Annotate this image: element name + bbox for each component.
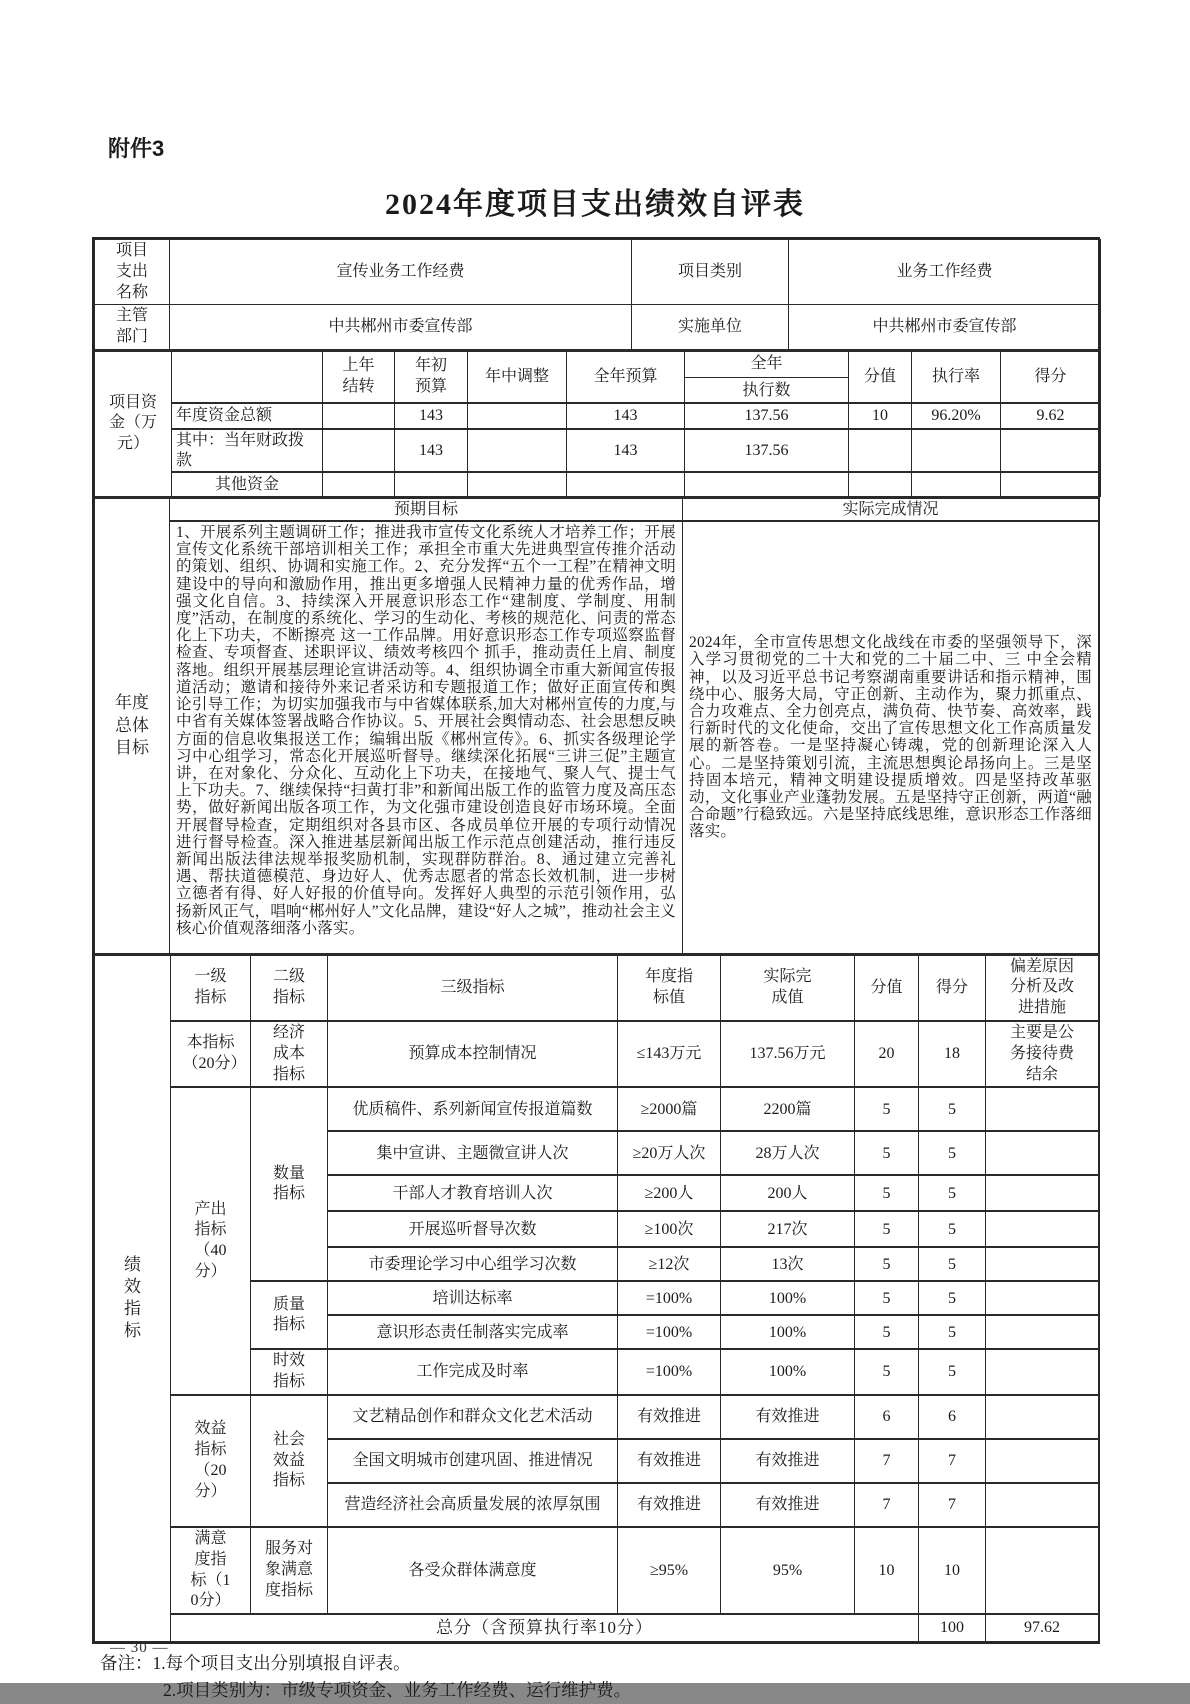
indicator-row <box>95 1087 1099 1131</box>
indicator-target: 有效推进 <box>618 1439 721 1483</box>
funds-cell <box>323 429 395 472</box>
header-actual <box>721 955 855 1021</box>
total-value: 100 <box>919 1614 986 1641</box>
indicator-deviation <box>986 1131 1099 1175</box>
col-adjust: 年中调整 <box>468 351 567 403</box>
funds-cell <box>912 429 1001 472</box>
indicator-actual: 28万人次 <box>721 1131 855 1175</box>
funds-cell <box>1001 472 1101 496</box>
col-carryover <box>323 351 395 403</box>
indicator-actual: 100% <box>721 1315 855 1349</box>
indicator-score: 6 <box>919 1395 986 1439</box>
funds-cell <box>468 403 567 429</box>
indicator-l3: 工作完成及时率 <box>328 1349 618 1395</box>
header-actual-text: 实际完成值 <box>763 967 812 1006</box>
indicator-actual: 100% <box>721 1281 855 1315</box>
indicator-deviation <box>986 1247 1099 1281</box>
indicator-deviation <box>986 1527 1099 1614</box>
col-score: 得分 <box>1001 351 1101 403</box>
col-value: 分值 <box>849 351 912 403</box>
l2-quantity <box>251 1087 328 1281</box>
total-score: 97.62 <box>986 1614 1099 1641</box>
indicator-target: ≥95% <box>618 1527 721 1614</box>
indicator-target: ≤143万元 <box>618 1021 721 1087</box>
indicator-l3: 意识形态责任制落实完成率 <box>328 1315 618 1349</box>
col-initial-text: 年初预算 <box>414 357 447 395</box>
indicator-score: 5 <box>919 1087 986 1131</box>
note-line-2 <box>100 1677 1190 1704</box>
indicator-l3: 培训达标率 <box>328 1281 618 1315</box>
total-label: 总分（含预算执行率10分） <box>171 1614 919 1641</box>
indicator-value: 6 <box>855 1395 919 1439</box>
l1-benefit <box>171 1395 251 1527</box>
funds-cell <box>468 472 567 496</box>
indicator-actual: 217次 <box>721 1211 855 1247</box>
header-target-text: 年度指标值 <box>644 967 693 1006</box>
indicator-value: 5 <box>855 1175 919 1211</box>
indicator-value: 5 <box>855 1247 919 1281</box>
funds-row-fiscal <box>95 429 1101 472</box>
category-label: 项目类别 <box>632 240 789 305</box>
indicator-score: 18 <box>919 1021 986 1087</box>
category-value: 业务工作经费 <box>789 240 1101 305</box>
indicator-deviation <box>986 1315 1099 1349</box>
indicator-score: 5 <box>919 1247 986 1281</box>
indicator-actual: 13次 <box>721 1247 855 1281</box>
indicator-value: 7 <box>855 1439 919 1483</box>
indicator-target: 有效推进 <box>618 1395 721 1439</box>
project-name-label-text: 项目支出名称 <box>115 242 148 301</box>
indicator-l3: 市委理论学习中心组学习次数 <box>328 1247 618 1281</box>
l1-output-text: 产出指标（40分） <box>194 1200 227 1280</box>
indicator-score: 5 <box>919 1315 986 1349</box>
indicator-l3: 各受众群体满意度 <box>328 1527 618 1614</box>
funds-cell <box>849 429 912 472</box>
funds-table <box>94 350 1101 497</box>
indicator-deviation <box>986 1211 1099 1247</box>
funds-cell <box>912 472 1001 496</box>
indicator-score: 5 <box>919 1211 986 1247</box>
indicator-value: 5 <box>855 1087 919 1131</box>
header-deviation <box>986 955 1099 1021</box>
note-text-1: 1.每个项目支出分别填报自评表。 <box>152 1652 411 1673</box>
funds-cell <box>395 472 468 496</box>
indicator-target: ≥200人 <box>618 1175 721 1211</box>
funds-cell: 143 <box>567 403 685 429</box>
notes <box>100 1650 1190 1704</box>
indicator-actual: 2200篇 <box>721 1087 855 1131</box>
indicator-score: 5 <box>919 1131 986 1175</box>
l2-economic-text: 经济成本指标 <box>272 1023 305 1083</box>
note-line-1 <box>100 1650 1190 1677</box>
header-l1 <box>171 955 251 1021</box>
header-l2 <box>251 955 328 1021</box>
funds-cell: 137.56 <box>685 403 849 429</box>
col-carryover-text: 上年结转 <box>342 357 375 395</box>
indicator-score: 7 <box>919 1439 986 1483</box>
indicator-target: ≥12次 <box>618 1247 721 1281</box>
note-label: 备注： <box>100 1652 153 1673</box>
funds-row-total <box>95 403 1101 429</box>
col-initial <box>395 351 468 403</box>
header-l1-text: 一级指标 <box>194 967 227 1006</box>
l1-cost <box>171 1021 251 1087</box>
indicator-target: ≥2000篇 <box>618 1087 721 1131</box>
indicator-deviation <box>986 1483 1099 1527</box>
l2-social-text: 社会效益指标 <box>272 1430 305 1490</box>
l2-service <box>251 1527 328 1614</box>
indicator-actual: 95% <box>721 1527 855 1614</box>
indicator-row <box>95 1527 1099 1614</box>
l2-timeliness <box>251 1349 328 1395</box>
total-row <box>95 1614 1099 1641</box>
indicator-score: 5 <box>919 1349 986 1395</box>
page-number: — 30 — <box>110 1640 169 1656</box>
funds-cell: 10 <box>849 403 912 429</box>
l1-satisfaction-text: 满意度指标（10分） <box>190 1529 231 1610</box>
funds-row-label: 年度资金总额 <box>172 403 323 429</box>
indicator-actual: 有效推进 <box>721 1483 855 1527</box>
funds-section-label <box>95 351 172 496</box>
indicator-target: ≥20万人次 <box>618 1131 721 1175</box>
header-value: 分值 <box>855 955 919 1021</box>
indicator-deviation-text: 主要是公务接待费结余 <box>1009 1023 1074 1083</box>
dept-value: 中共郴州市委宣传部 <box>170 305 632 350</box>
indicator-deviation <box>986 1281 1099 1315</box>
indicator-actual: 100% <box>721 1349 855 1395</box>
impl-label: 实施单位 <box>632 305 789 350</box>
indicator-value: 5 <box>855 1281 919 1315</box>
dept-label-text: 主管部门 <box>115 307 148 346</box>
annual-goal-table <box>94 497 1099 954</box>
indicator-value: 20 <box>855 1021 919 1087</box>
self-eval-table <box>92 237 1100 1644</box>
funds-row-label: 其他资金 <box>172 472 323 496</box>
funds-cell <box>1001 429 1101 472</box>
indicator-l3: 开展巡听督导次数 <box>328 1211 618 1247</box>
indicator-target: ≥100次 <box>618 1211 721 1247</box>
indicator-target: =100% <box>618 1315 721 1349</box>
dept-label <box>95 305 170 350</box>
expected-goal-text: 1、开展系列主题调研工作；推进我市宣传文化系统人才培养工作；开展宣传文化系统干部培训相关工作；承担全市重大先进典型宣传推介活动的策划、组织、协调和实施工作。2、充分发挥“五个一工程”在精神文明建设中的导向和激励作用，推出更多增强人民精神力量的优秀作品，增强文化自信。3、持续深入开展意识形态工作“建制度、学制度、用制度”活动，在制度的系统化、学习的生动化、考核的规范化、问责的常态化上下功夫，不断擦亮 这一工作品牌。用好意识形态工作专项巡察监督检查、专项督查、述职评议、绩效考核四个 抓手，推动责任上肩、制度落地。组织开展基层理论宣讲活动等。4、组织协调全市重大新闻宣传报道活动；邀请和接待外来记者采访和专题报道工作；做好正面宣传和舆论引导工作；为切实加强我市与中省媒体联系,加大对郴州宣传的力度,与中省有关媒体签署战略合作协议。5、开展社会舆情动态、社会思想反映方面的信息收集报送工作；编辑出版《郴州宣传》。6、抓实各级理论学习中心组学习，常态化开展巡听督导。继续深化拓展“三讲三促”主题宣讲，在对象化、分众化、互动化上下功夫，在接地气、聚人气、提士气上下功夫。7、继续保持“扫黄打非”和新闻出版工作的监管力度及高压态势，做好新闻出版各项工作，为文化强市建设创造良好市场环境。全面开展督导检查，定期组织对各县市区、各成员单位开展的专项行动情况进行督导检查。深入推进基层新闻出版工作示范点创建活动，推行违反新闻出版法律法规举报奖励机制，实现群防群治。8、通过建立完善礼遇、帮扶道德模范、身边好人、优秀志愿者的常态长效机制，进一步树立德者有得、好人好报的价值导向。发挥好人典型的示范引领作用，弘扬新风正气，唱响“郴州好人”文化品牌，建设“好人之城”，推动社会主义核心价值观落细落小落实。 <box>170 521 683 953</box>
funds-cell: 137.56 <box>685 429 849 472</box>
header-l3: 三级指标 <box>328 955 618 1021</box>
funds-cell <box>323 403 395 429</box>
l1-satisfaction <box>171 1527 251 1614</box>
funds-cell <box>849 472 912 496</box>
l2-quantity-text: 数量指标 <box>272 1164 305 1203</box>
col-executed-top: 全年 <box>685 352 848 378</box>
indicator-value: 5 <box>855 1315 919 1349</box>
expected-goal-header: 预期目标 <box>170 498 683 522</box>
indicator-l3: 优质稿件、系列新闻宣传报道篇数 <box>328 1087 618 1131</box>
indicator-value: 5 <box>855 1131 919 1175</box>
indicator-actual: 有效推进 <box>721 1395 855 1439</box>
header-l2-text: 二级指标 <box>272 967 305 1006</box>
indicator-target: 有效推进 <box>618 1483 721 1527</box>
actual-completion-text: 2024年，全市宣传思想文化战线在市委的坚强领导下，深入学习贯彻党的二十大和党的二十届二中、三 中全会精神，以及习近平总书记考察湖南重要讲话和指示精神，围绕中心、服务大局，守正创新、主动作为，聚力抓重点、合力攻难点、全力创亮点，满负荷、快节奏、高效率，践行新时代的文化使命，交出了宣传思想文化工作高质量发展的新答卷。一是坚持凝心铸魂，党的创新理论深入人心。二是坚持策划引流，主流思想舆论昂扬向上。三是坚持固本培元，精神文明建设提质增效。四是坚持改革驱动，文化事业产业蓬勃发展。五是坚持守正创新，两道“融合命题”行稳致远。六是坚持底线思维，意识形态工作落细落实。 <box>683 521 1099 953</box>
l1-cost-text: 本指标（20分） <box>182 1034 247 1073</box>
indicator-deviation <box>986 1349 1099 1395</box>
indicator-value: 5 <box>855 1349 919 1395</box>
l2-timeliness-text: 时效指标 <box>272 1352 305 1391</box>
indicator-deviation <box>986 1087 1099 1131</box>
annual-goal-section-label-text: 年度总体目标 <box>115 693 149 757</box>
note-text-2: 2.项目类别为：市级专项资金、业务工作经费、运行维护费。 <box>163 1679 632 1700</box>
funds-cell <box>323 472 395 496</box>
l2-service-text: 服务对象满意度指标 <box>264 1540 313 1599</box>
l1-output <box>171 1087 251 1395</box>
funds-cell <box>685 472 849 496</box>
indicators-section-label-text: 绩效指标 <box>124 1254 141 1341</box>
indicator-actual: 200人 <box>721 1175 855 1211</box>
indicator-score: 5 <box>919 1281 986 1315</box>
funds-cell: 143 <box>395 403 468 429</box>
header-score: 得分 <box>919 955 986 1021</box>
col-budget: 全年预算 <box>567 351 685 403</box>
funds-cell <box>468 429 567 472</box>
indicator-row <box>95 1021 1099 1087</box>
l2-quality-text: 质量指标 <box>272 1295 305 1334</box>
attachment-label: 附件3 <box>108 136 165 161</box>
funds-cell: 143 <box>567 429 685 472</box>
header-deviation-text: 偏差原因分析及改进措施 <box>1009 957 1074 1017</box>
indicator-score: 7 <box>919 1483 986 1527</box>
l2-quality <box>251 1281 328 1349</box>
funds-row-other <box>95 472 1101 496</box>
funds-cell: 9.62 <box>1001 403 1101 429</box>
indicator-target: =100% <box>618 1349 721 1395</box>
col-executed-bottom: 执行数 <box>742 381 791 399</box>
l2-economic <box>251 1021 328 1087</box>
indicator-value: 10 <box>855 1527 919 1614</box>
project-name-label <box>95 240 170 305</box>
indicator-row <box>95 1395 1099 1439</box>
header-target <box>618 955 721 1021</box>
indicator-l3: 营造经济社会高质量发展的浓厚氛围 <box>328 1483 618 1527</box>
funds-cell <box>567 472 685 496</box>
indicators-section-label <box>95 955 171 1642</box>
funds-cell: 96.20% <box>912 403 1001 429</box>
l2-social <box>251 1395 328 1527</box>
indicator-actual: 137.56万元 <box>721 1021 855 1087</box>
col-rate: 执行率 <box>912 351 1001 403</box>
l1-benefit-text: 效益指标（20分） <box>194 1420 227 1500</box>
impl-value: 中共郴州市委宣传部 <box>789 305 1101 350</box>
actual-completion-header: 实际完成情况 <box>683 498 1099 522</box>
indicator-deviation <box>986 1439 1099 1483</box>
document-title: 2024年度项目支出绩效自评表 <box>385 188 805 221</box>
project-name-value: 宣传业务工作经费 <box>170 240 632 305</box>
indicator-l3: 预算成本控制情况 <box>328 1021 618 1087</box>
indicators-table <box>94 954 1099 1642</box>
funds-corner-cell <box>172 351 323 403</box>
indicator-value: 5 <box>855 1211 919 1247</box>
indicator-actual: 有效推进 <box>721 1439 855 1483</box>
indicator-l3: 干部人才教育培训人次 <box>328 1175 618 1211</box>
annual-goal-section-label <box>95 498 170 954</box>
funds-row-label: 其中：当年财政拨款 <box>172 429 323 472</box>
indicator-l3: 集中宣讲、主题微宣讲人次 <box>328 1131 618 1175</box>
indicator-deviation <box>986 1175 1099 1211</box>
project-header-table <box>94 239 1101 350</box>
indicator-deviation <box>986 1021 1099 1087</box>
indicator-l3: 全国文明城市创建巩固、推进情况 <box>328 1439 618 1483</box>
indicator-score: 5 <box>919 1175 986 1211</box>
indicator-value: 7 <box>855 1483 919 1527</box>
funds-section-label-text: 项目资金（万元） <box>108 393 157 453</box>
indicator-score: 10 <box>919 1527 986 1614</box>
indicator-target: =100% <box>618 1281 721 1315</box>
funds-cell: 143 <box>395 429 468 472</box>
col-executed <box>685 351 849 403</box>
indicator-deviation <box>986 1395 1099 1439</box>
indicator-l3: 文艺精品创作和群众文化艺术活动 <box>328 1395 618 1439</box>
